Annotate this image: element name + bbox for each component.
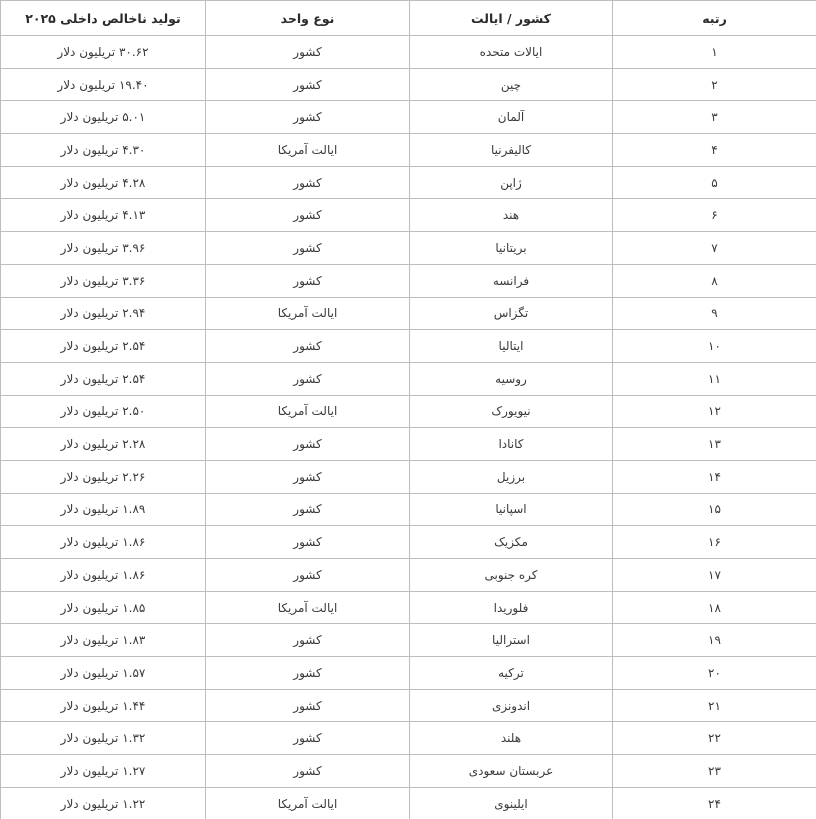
cell-type: کشور — [206, 68, 410, 101]
cell-country: کالیفرنیا — [410, 134, 613, 167]
cell-type: کشور — [206, 657, 410, 690]
cell-gdp: ۲.۵۴ تریلیون دلار — [1, 330, 206, 363]
cell-rank: ۲۲ — [613, 722, 816, 755]
cell-rank: ۱۷ — [613, 559, 816, 592]
cell-gdp: ۱.۳۲ تریلیون دلار — [1, 722, 206, 755]
cell-type: کشور — [206, 755, 410, 788]
cell-country: چین — [410, 68, 613, 101]
cell-country: فرانسه — [410, 264, 613, 297]
cell-gdp: ۴.۲۸ تریلیون دلار — [1, 166, 206, 199]
cell-type: کشور — [206, 428, 410, 461]
cell-country: ایالات متحده — [410, 36, 613, 69]
cell-rank: ۱ — [613, 36, 816, 69]
cell-type: کشور — [206, 101, 410, 134]
cell-country: عربستان سعودی — [410, 755, 613, 788]
cell-gdp: ۱.۲۲ تریلیون دلار — [1, 787, 206, 819]
table-row — [1, 657, 816, 690]
cell-rank: ۱۲ — [613, 395, 816, 428]
cell-country: هند — [410, 199, 613, 232]
cell-type: کشور — [206, 624, 410, 657]
header-type: نوع واحد — [206, 1, 410, 36]
cell-country: هلند — [410, 722, 613, 755]
table-row — [1, 624, 816, 657]
cell-type: کشور — [206, 362, 410, 395]
cell-country: روسیه — [410, 362, 613, 395]
table-row — [1, 395, 816, 428]
cell-rank: ۴ — [613, 134, 816, 167]
cell-rank: ۱۶ — [613, 526, 816, 559]
cell-gdp: ۴.۱۳ تریلیون دلار — [1, 199, 206, 232]
cell-type: ایالت آمریکا — [206, 297, 410, 330]
table-row — [1, 166, 816, 199]
cell-type: ایالت آمریکا — [206, 395, 410, 428]
table-row — [1, 493, 816, 526]
cell-type: کشور — [206, 722, 410, 755]
cell-gdp: ۱.۸۳ تریلیون دلار — [1, 624, 206, 657]
table-row — [1, 460, 816, 493]
table-row — [1, 264, 816, 297]
table-row — [1, 755, 816, 788]
cell-type: کشور — [206, 330, 410, 363]
cell-rank: ۱۱ — [613, 362, 816, 395]
table-row — [1, 591, 816, 624]
header-gdp: تولید ناخالص داخلی ۲۰۲۵ — [1, 1, 206, 36]
cell-rank: ۹ — [613, 297, 816, 330]
header-row — [1, 1, 816, 36]
table-row — [1, 428, 816, 461]
cell-gdp: ۲.۵۴ تریلیون دلار — [1, 362, 206, 395]
table-row — [1, 36, 816, 69]
table-row — [1, 199, 816, 232]
table-row — [1, 330, 816, 363]
cell-type: کشور — [206, 559, 410, 592]
cell-country: ترکیه — [410, 657, 613, 690]
table-row — [1, 297, 816, 330]
cell-type: کشور — [206, 36, 410, 69]
cell-country: کانادا — [410, 428, 613, 461]
cell-country: استرالیا — [410, 624, 613, 657]
cell-rank: ۱۳ — [613, 428, 816, 461]
cell-type: کشور — [206, 689, 410, 722]
table-row — [1, 722, 816, 755]
cell-rank: ۲۴ — [613, 787, 816, 819]
cell-gdp: ۵.۰۱ تریلیون دلار — [1, 101, 206, 134]
cell-gdp: ۱.۲۷ تریلیون دلار — [1, 755, 206, 788]
cell-country: اسپانیا — [410, 493, 613, 526]
table-row — [1, 787, 816, 819]
cell-country: ایلینوی — [410, 787, 613, 819]
cell-gdp: ۴.۳۰ تریلیون دلار — [1, 134, 206, 167]
table-row — [1, 232, 816, 265]
cell-country: کره جنوبی — [410, 559, 613, 592]
cell-gdp: ۲.۲۶ تریلیون دلار — [1, 460, 206, 493]
cell-rank: ۲۰ — [613, 657, 816, 690]
table-row — [1, 689, 816, 722]
cell-type: کشور — [206, 232, 410, 265]
cell-type: کشور — [206, 264, 410, 297]
cell-gdp: ۲.۵۰ تریلیون دلار — [1, 395, 206, 428]
cell-country: بریتانیا — [410, 232, 613, 265]
table-row — [1, 101, 816, 134]
cell-country: تگزاس — [410, 297, 613, 330]
cell-country: برزیل — [410, 460, 613, 493]
cell-rank: ۲۱ — [613, 689, 816, 722]
cell-country: ژاپن — [410, 166, 613, 199]
cell-rank: ۱۵ — [613, 493, 816, 526]
table-row — [1, 134, 816, 167]
header-rank: رتبه — [613, 1, 816, 36]
cell-gdp: ۱.۸۶ تریلیون دلار — [1, 559, 206, 592]
table-row — [1, 526, 816, 559]
cell-country: نیویورک — [410, 395, 613, 428]
cell-type: ایالت آمریکا — [206, 787, 410, 819]
table-header — [1, 1, 816, 36]
table-row — [1, 68, 816, 101]
cell-rank: ۲۳ — [613, 755, 816, 788]
cell-rank: ۱۸ — [613, 591, 816, 624]
cell-gdp: ۲.۹۴ تریلیون دلار — [1, 297, 206, 330]
cell-type: کشور — [206, 199, 410, 232]
header-country: کشور / ایالت — [410, 1, 613, 36]
cell-country: ایتالیا — [410, 330, 613, 363]
cell-rank: ۸ — [613, 264, 816, 297]
table-row — [1, 559, 816, 592]
cell-gdp: ۱.۸۶ تریلیون دلار — [1, 526, 206, 559]
cell-rank: ۱۴ — [613, 460, 816, 493]
cell-gdp: ۳۰.۶۲ تریلیون دلار — [1, 36, 206, 69]
cell-rank: ۵ — [613, 166, 816, 199]
cell-gdp: ۳.۹۶ تریلیون دلار — [1, 232, 206, 265]
cell-gdp: ۳.۳۶ تریلیون دلار — [1, 264, 206, 297]
cell-rank: ۱۰ — [613, 330, 816, 363]
cell-type: کشور — [206, 460, 410, 493]
cell-type: کشور — [206, 493, 410, 526]
cell-gdp: ۱.۵۷ تریلیون دلار — [1, 657, 206, 690]
cell-gdp: ۲.۲۸ تریلیون دلار — [1, 428, 206, 461]
table-body — [1, 36, 816, 819]
cell-rank: ۳ — [613, 101, 816, 134]
cell-type: ایالت آمریکا — [206, 591, 410, 624]
cell-rank: ۲ — [613, 68, 816, 101]
cell-type: کشور — [206, 526, 410, 559]
cell-type: ایالت آمریکا — [206, 134, 410, 167]
cell-country: اندونزی — [410, 689, 613, 722]
table-row — [1, 362, 816, 395]
cell-rank: ۷ — [613, 232, 816, 265]
cell-country: فلوریدا — [410, 591, 613, 624]
cell-country: مکزیک — [410, 526, 613, 559]
cell-gdp: ۱۹.۴۰ تریلیون دلار — [1, 68, 206, 101]
cell-gdp: ۱.۸۹ تریلیون دلار — [1, 493, 206, 526]
cell-gdp: ۱.۸۵ تریلیون دلار — [1, 591, 206, 624]
cell-rank: ۶ — [613, 199, 816, 232]
cell-rank: ۱۹ — [613, 624, 816, 657]
cell-country: آلمان — [410, 101, 613, 134]
cell-type: کشور — [206, 166, 410, 199]
cell-gdp: ۱.۴۴ تریلیون دلار — [1, 689, 206, 722]
